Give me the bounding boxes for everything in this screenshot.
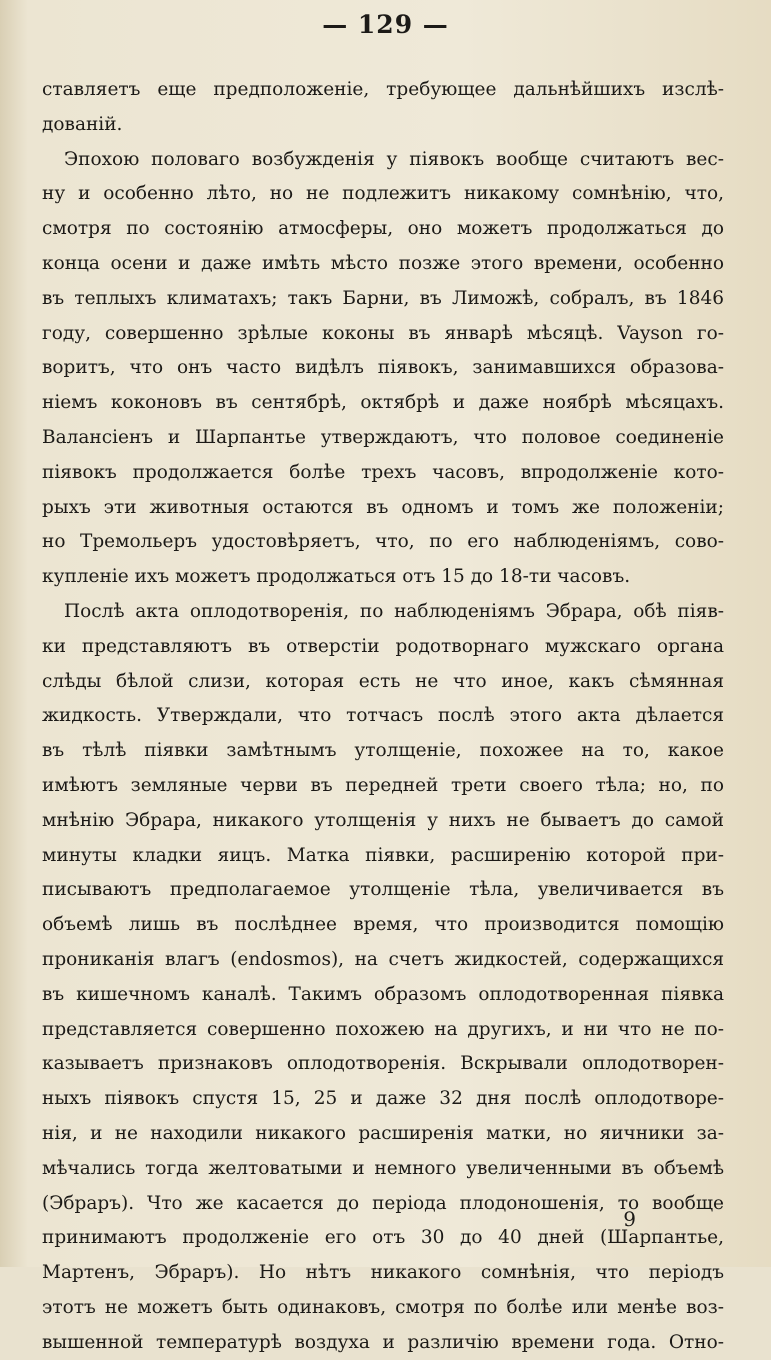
text-line: прониканія влагъ (endosmos), на счетъ жидкостей, содержащихся <box>42 948 724 970</box>
text-line: смотря по состоянію атмосферы, оно можетъ продолжаться до <box>42 218 724 240</box>
text-line: представляется совершенно похожею на другихъ, и ни что не по- <box>42 1018 724 1040</box>
text-line: ну и особенно лѣто, но не подлежитъ никакому сомнѣнію, что, <box>42 183 724 205</box>
text-line: принимаютъ продолженіе его отъ 30 до 40 дней (Шарпантье, <box>42 1227 724 1249</box>
text-line: слѣды бѣлой слизи, которая есть не что иное, какъ сѣмянная <box>42 670 724 692</box>
text-line: но Тремольеръ удостовѣряетъ, что, по его наблюденіямъ, сово- <box>42 531 724 553</box>
text-line: Мартенъ, Эбраръ). Но нѣтъ никакого сомнѣнія, что періодъ <box>42 1262 724 1284</box>
text-line: вышенной температурѣ воздуха и различію времени года. Отно- <box>42 1331 724 1353</box>
signature-mark: 9 <box>623 1207 636 1231</box>
text-line: казываетъ признаковъ оплодотворенія. Вскрывали оплодотворен- <box>42 1053 724 1075</box>
text-line: Послѣ акта оплодотворенія, по наблюденіямъ Эбрара, обѣ піяв- <box>64 600 724 622</box>
text-line: конца осени и даже имѣть мѣсто позже этого времени, особенно <box>42 252 724 274</box>
text-line: ки представляютъ въ отверстіи родотворнаго мужскаго органа <box>42 635 724 657</box>
text-line: объемѣ лишь въ послѣднее время, что производится помощію <box>42 914 724 936</box>
text-line: нія, и не находили никакого расширенія матки, но яичники за- <box>42 1122 724 1144</box>
text-line: дованій. <box>42 113 123 135</box>
text-line: въ тѣлѣ піявки замѣтнымъ утолщеніе, похожее на то, какое <box>42 740 724 762</box>
text-line: ніемъ коконовъ въ сентябрѣ, октябрѣ и даже ноябрѣ мѣсяцахъ. <box>42 392 724 414</box>
text-line: мѣчались тогда желтоватыми и немного увеличенными въ объемѣ <box>42 1157 724 1179</box>
text-line: Валансіенъ и Шарпантье утверждаютъ, что половое соединеніе <box>42 426 724 448</box>
text-line: рыхъ эти животныя остаются въ одномъ и томъ же положеніи; <box>42 496 724 518</box>
body-text <box>42 73 724 1360</box>
text-line: въ кишечномъ каналѣ. Такимъ образомъ оплодотворенная піявка <box>42 983 724 1005</box>
text-line: ставляетъ еще предположеніе, требующее дальнѣйшихъ изслѣ- <box>42 79 724 100</box>
text-line: минуты кладки яицъ. Матка піявки, расширенію которой при- <box>42 844 724 866</box>
text-line: этотъ не можетъ быть одинаковъ, смотря по болѣе или менѣе воз- <box>42 1296 724 1318</box>
text-line: году, совершенно зрѣлые коконы въ январѣ мѣсяцѣ. Vayson го- <box>42 322 724 344</box>
text-line: воритъ, что онъ часто видѣлъ піявокъ, занимавшихся образова- <box>42 357 724 379</box>
text-line: піявокъ продолжается болѣе трехъ часовъ, впродолженіе кото- <box>42 461 724 483</box>
text-line: въ теплыхъ климатахъ; такъ Барни, въ Лиможѣ, собралъ, въ 1846 <box>42 287 724 309</box>
page-number: — 129 — <box>322 10 449 39</box>
text-line: имѣютъ земляные черви въ передней трети своего тѣла; но, по <box>42 774 724 796</box>
text-line: писываютъ предполагаемое утолщеніе тѣла, увеличивается въ <box>42 879 724 901</box>
text-line: мнѣнію Эбрара, никакого утолщенія у нихъ не бываетъ до самой <box>42 809 724 831</box>
text-line: Эпохою половаго возбужденія у піявокъ вообще считаютъ вес- <box>64 148 724 170</box>
text-line: (Эбраръ). Что же касается до періода плодоношенія, то вообще <box>42 1192 724 1214</box>
text-line: жидкость. Утверждали, что тотчасъ послѣ этого акта дѣлается <box>42 705 724 727</box>
text-line: ныхъ піявокъ спустя 15, 25 и даже 32 дня послѣ оплодотворе- <box>42 1088 724 1110</box>
text-line: купленіе ихъ можетъ продолжаться отъ 15 до 18-ти часовъ. <box>42 566 631 588</box>
